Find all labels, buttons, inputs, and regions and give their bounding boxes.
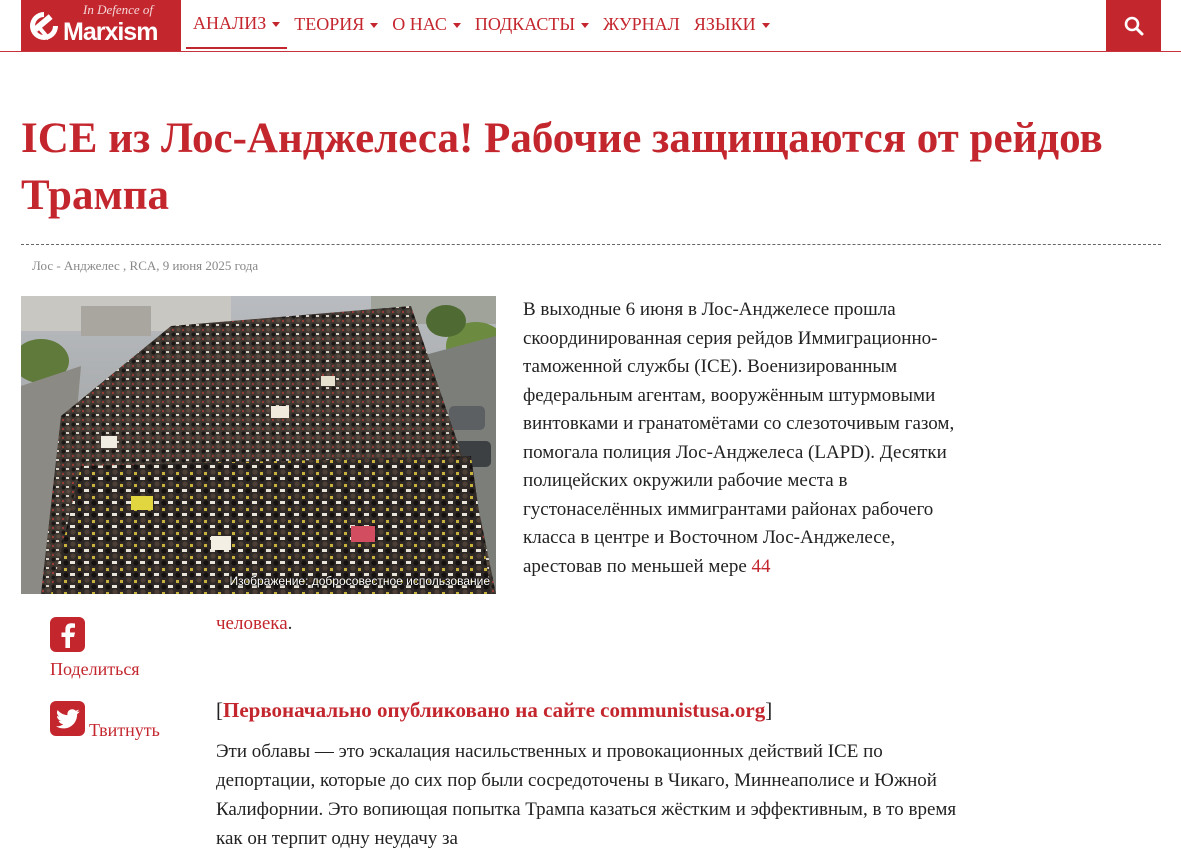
title-divider	[21, 244, 1161, 245]
top-navigation-bar	[0, 0, 1181, 52]
image-caption: Изображение: добросовестное использование	[229, 574, 490, 588]
search-button[interactable]	[1106, 0, 1161, 51]
logo-tagline: In Defence of	[83, 2, 154, 17]
original-source-link[interactable]: Первоначально опубликовано на сайте communistusa.org	[223, 698, 766, 722]
chevron-down-icon	[370, 23, 378, 28]
twitter-icon	[50, 701, 85, 736]
protest-crowd-photo	[21, 296, 496, 594]
nav-item-label: ЖУРНАЛ	[603, 14, 680, 34]
main-menu	[186, 0, 777, 51]
arrest-count-link[interactable]: 44	[751, 555, 771, 577]
nav-item-journal[interactable]	[596, 0, 687, 49]
hammer-sickle-icon	[27, 9, 61, 43]
article-lead-continued	[216, 610, 292, 639]
nav-item-about[interactable]	[385, 0, 468, 49]
chevron-down-icon	[453, 23, 461, 28]
bracket-close: ]	[765, 698, 773, 722]
chevron-down-icon	[581, 23, 589, 28]
bracket-open: [	[216, 698, 223, 722]
twitter-share-label: Твитнуть	[89, 720, 160, 740]
facebook-share-label: Поделиться	[50, 659, 140, 679]
nav-item-theory[interactable]	[287, 0, 385, 49]
nav-item-analysis[interactable]	[186, 0, 287, 49]
lead-text: В выходные 6 июня в Лос-Анджелесе прошла скоординированная серия рейдов Иммиграционно-таможенной службы (ICE). Военизированным федеральным агентам, вооружённым штурмовыми винтовками и гранатомётами со слезоточивым газом, помогала полиция Лос-Анджелеса (LAPD). Десятки полицейских окружили рабочие места в густонаселённых иммигрантами районах рабочего класса в центре и Восточном Лос-Анджелесе, арестовав по меньшей мере	[523, 299, 955, 577]
nav-item-label: ЯЗЫКИ	[693, 14, 756, 34]
arrest-count-link-tail[interactable]: человека	[216, 613, 288, 634]
lead-period: .	[287, 613, 293, 634]
nav-item-label: О НАС	[392, 14, 447, 34]
chevron-down-icon	[272, 22, 280, 27]
article-lead	[523, 296, 973, 581]
twitter-share-button[interactable]	[50, 701, 200, 740]
article-byline: Лос - Анджелес , RCA, 9 июня 2025 года	[32, 258, 259, 273]
nav-item-label: АНАЛИЗ	[193, 13, 267, 33]
article-paragraph: Эти облавы — это эскалация насильственных и провокационных действий ICE по депортации, которые до сих пор были сосредоточены в Чикаго, Миннеаполисе и Южной Калифорнии. Это вопиющая попытка Трампа казаться жёстким и эффективным, в то время как он терпит одну неудачу за	[216, 741, 957, 849]
nav-item-podcasts[interactable]	[468, 0, 596, 49]
site-logo[interactable]	[21, 0, 181, 51]
article-image	[21, 296, 496, 594]
facebook-share-button[interactable]	[50, 617, 190, 680]
nav-item-label: ПОДКАСТЫ	[474, 14, 576, 34]
nav-item-label: ТЕОРИЯ	[294, 14, 365, 34]
original-source-note	[216, 695, 772, 725]
chevron-down-icon	[762, 23, 770, 28]
search-icon	[1124, 16, 1144, 36]
article-title: ICE из Лос-Анджелеса! Рабочие защищаются от рейдов Трампа	[21, 115, 1103, 219]
logo-wordmark: Marxism	[63, 18, 158, 46]
facebook-icon	[50, 617, 85, 652]
nav-item-languages[interactable]	[687, 0, 777, 49]
